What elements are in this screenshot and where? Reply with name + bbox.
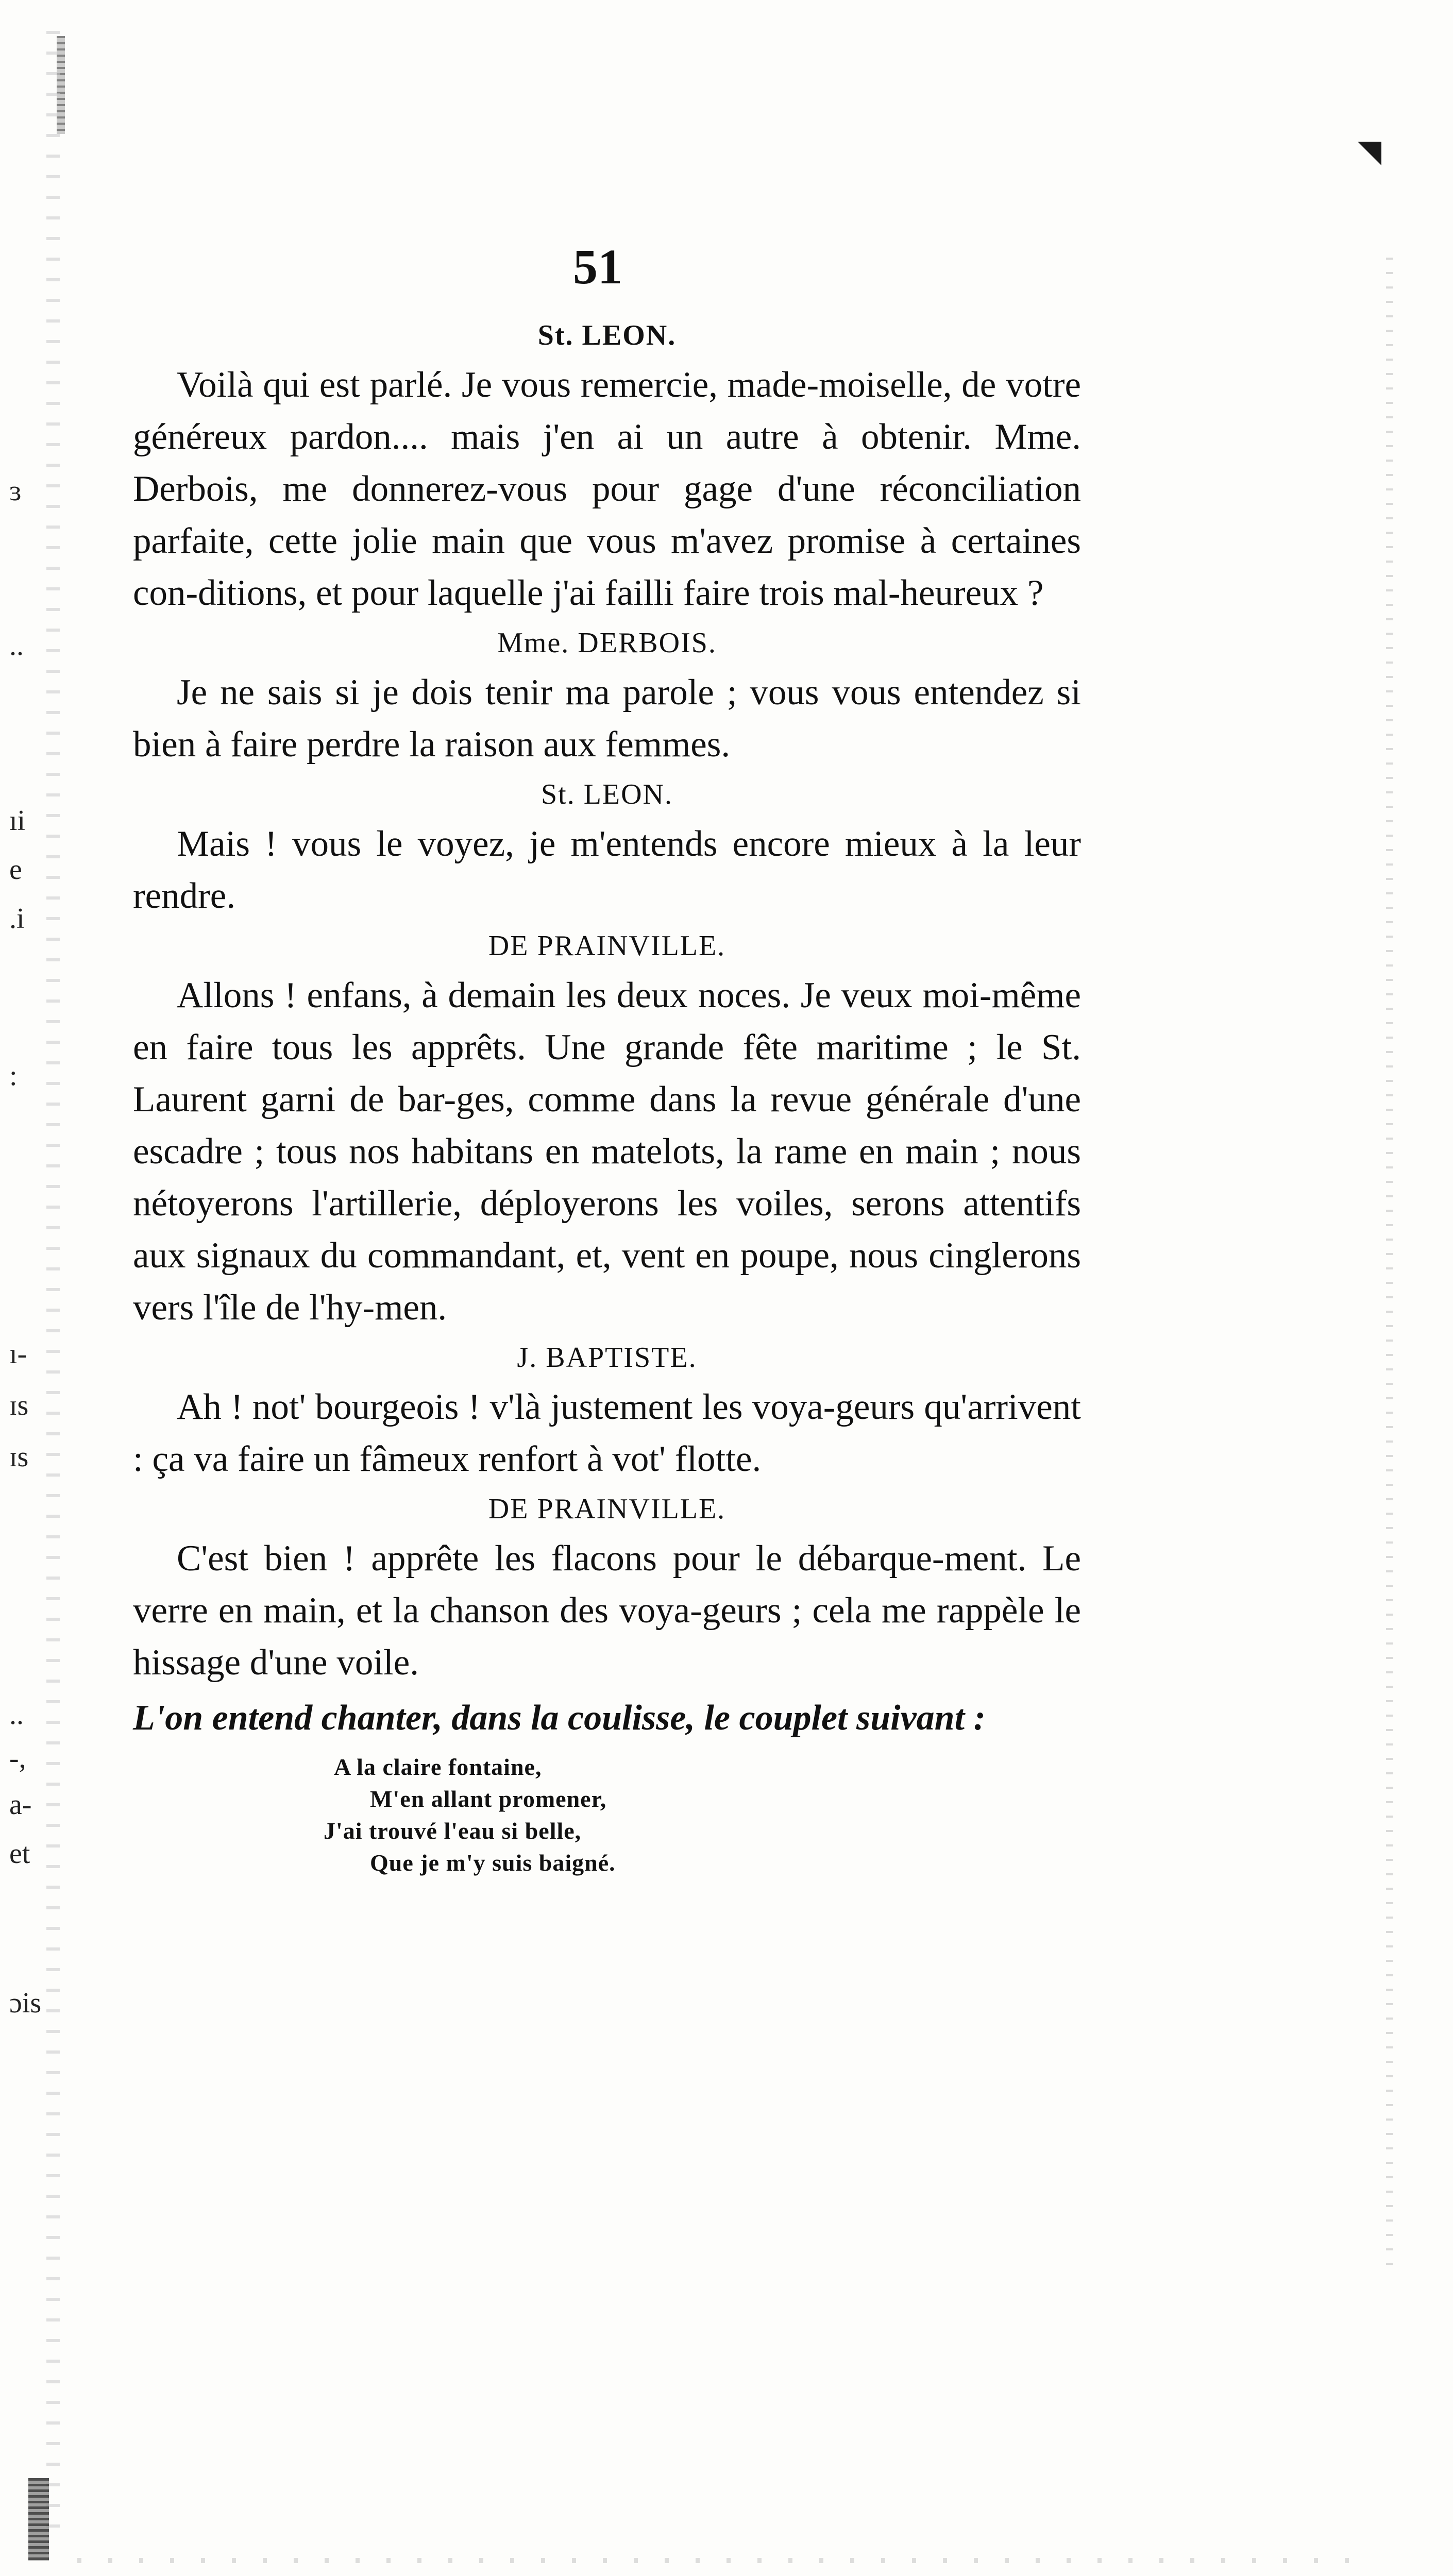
speech: Ah ! not' bourgeois ! v'là justement les voya-geurs qu'arrivent : ça va faire un fâmeux renfort à vot' flotte. xyxy=(133,1387,1081,1479)
gutter-fragment: ɪs xyxy=(9,1441,29,1473)
speaker-name: St. LEON. xyxy=(541,778,673,810)
gutter-fragment: ɪs xyxy=(9,1389,29,1421)
speaker-name: DE PRAINVILLE. xyxy=(488,930,726,962)
page-edge-bottom xyxy=(77,2558,1365,2563)
verse-line: M'en allant promener, xyxy=(370,1786,607,1812)
verse-line: J'ai trouvé l'eau si belle, xyxy=(324,1818,582,1844)
speech: Allons ! enfans, à demain les deux noces. Je veux moi-même en faire tous les apprêts. Une grande fête maritime ; le St. Laurent garni de bar-ges, comme dans la revue générale d'une escadre ; tous nos habitans en matelots, la rame en main ; nous nétoyerons l'artillerie, déployerons les voiles, serons attentifs aux signaux du commandant, et, vent en poupe, nous cinglerons vers l'île de l'hy-men. xyxy=(133,975,1081,1328)
gutter-fragment: ɜ xyxy=(9,475,22,507)
gutter-fragment: .. xyxy=(9,1699,24,1731)
song-verse xyxy=(133,1751,1081,1879)
gutter-fragment: .. xyxy=(9,630,24,662)
gutter-fragment: -, xyxy=(9,1742,26,1774)
speech: Mais ! vous le voyez, je m'entends encore mieux à la leur rendre. xyxy=(133,824,1081,916)
gutter-fragment: ı- xyxy=(9,1338,27,1370)
gutter-fragment: : xyxy=(9,1060,18,1092)
speaker-name: J. BAPTISTE. xyxy=(517,1342,697,1374)
gutter-fragment: ɔis xyxy=(9,1987,42,2019)
speech: Je ne sais si je dois tenir ma parole ; vous vous entendez si bien à faire perdre la raison aux femmes. xyxy=(133,672,1081,765)
stage-direction: L'on entend chanter, dans la coulisse, le couplet suivant : xyxy=(133,1698,986,1738)
binding-edge-bottom xyxy=(28,2478,49,2561)
speaker-name: St. LEON. xyxy=(537,319,677,351)
gutter-fragment: .i xyxy=(9,903,25,935)
page-edge-left xyxy=(46,31,60,2545)
gutter-fragment: ıi xyxy=(9,805,26,837)
play-text xyxy=(133,312,1081,1879)
gutter-fragment: a- xyxy=(9,1789,32,1821)
gutter-fragment: e xyxy=(9,854,22,886)
speech: C'est bien ! apprête les flacons pour le débarque-ment. Le verre en main, et la chanson des voya-geurs ; cela me rappèle le hissage d'une voile. xyxy=(133,1538,1081,1683)
corner-mark xyxy=(1358,142,1381,165)
gutter-fragment: et xyxy=(9,1838,30,1870)
verse-line: A la claire fontaine, xyxy=(334,1754,542,1780)
verse-line: Que je m'y suis baigné. xyxy=(370,1850,616,1876)
page-number: 51 xyxy=(573,239,622,294)
page-edge-right xyxy=(1386,258,1393,2267)
speaker-name: Mme. DERBOIS. xyxy=(497,627,717,659)
speaker-name: DE PRAINVILLE. xyxy=(488,1493,726,1525)
speech: Voilà qui est parlé. Je vous remercie, made-moiselle, de votre généreux pardon.... mais j'en ai un autre à obtenir. Mme. Derbois, me donnerez-vous pour gage d'une réconciliation parfaite, cette jolie main que vous m'avez promise à certaines con-ditions, et pour laquelle j'ai failli faire trois mal-heureux ? xyxy=(133,365,1081,613)
